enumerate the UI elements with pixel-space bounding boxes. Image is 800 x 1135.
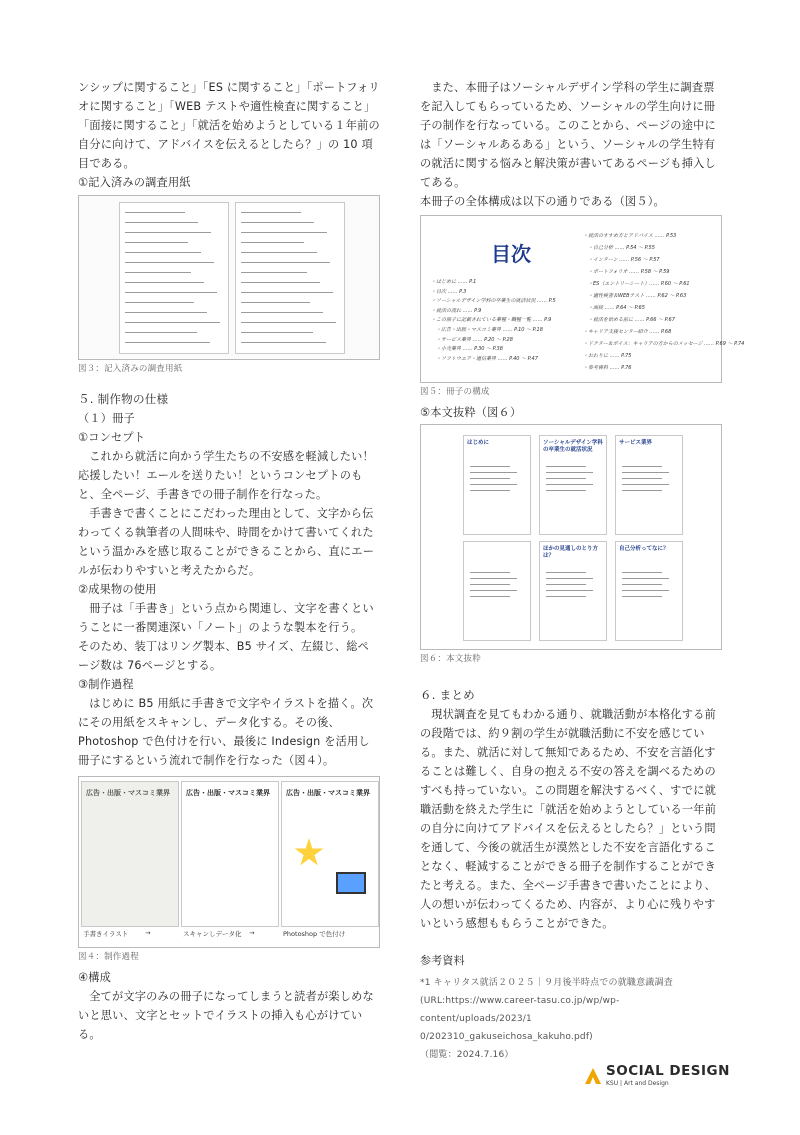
handwriting-line — [241, 342, 326, 343]
step-photoshop: Photoshop で色付け — [283, 930, 346, 938]
left-column — [78, 78, 380, 1044]
text-line — [546, 596, 586, 597]
section5-title: ５. 制作物の仕様 — [78, 392, 169, 406]
logo-mark-icon — [582, 1064, 604, 1086]
excerpt-page — [615, 541, 683, 641]
handwriting-line — [241, 312, 323, 313]
excerpt-page-title: サービス業界 — [619, 440, 653, 446]
text-line — [622, 572, 662, 573]
logo-name: SOCIAL DESIGN — [606, 1063, 730, 1079]
process-page-title-2: 広告・出版・マスコミ業界 — [186, 789, 270, 797]
text-line — [622, 484, 669, 485]
toc-entry: ・就活のすすめ方とアドバイス …… P.53 — [583, 233, 677, 239]
reference-1: *1 キャリタス就活２０２５｜９月後半時点での就職意識調査 — [420, 978, 673, 988]
text-line — [622, 590, 669, 591]
excerpt-page — [463, 435, 531, 535]
step-handdrawn: 手書きイラスト — [83, 930, 129, 938]
logo-subtitle: KSU | Art and Design — [606, 1080, 669, 1087]
toc-entry: ・サービス業界 …… P.20 〜 P.28 — [431, 336, 513, 343]
reference-access-date: （閲覧：2024.7.16） — [420, 1050, 514, 1060]
text-line — [470, 578, 517, 579]
text-line — [622, 490, 662, 491]
handwriting-line — [125, 222, 198, 223]
excerpt-page-title: はじめに — [467, 440, 490, 446]
usage-paragraph-2: そのため、装丁はリング製本、B5 サイズ、左綴じ、総ページ数は 76ページとする。 — [78, 640, 370, 672]
step-scan: スキャンしデータ化 — [183, 930, 242, 938]
toc-entry: ・ポートフォリオ …… P.58 〜 P.59 — [583, 269, 670, 275]
right-paragraph-2: 本冊子の全体構成は以下の通りである（図５）。 — [420, 195, 665, 208]
toc-entry: ・この冊子に記載されている業種・職種一覧 …… P.9 — [431, 317, 552, 324]
process-page-title-1: 広告・出版・マスコミ業界 — [86, 789, 170, 797]
handwriting-line — [125, 282, 204, 283]
toc-entry: ・広告・出版・マスコミ業界 …… P.10 〜 P.18 — [431, 326, 543, 333]
toc-entry: ・目次 …… P.3 — [431, 288, 467, 295]
toc-entry: ・ソーシャルデザイン学科の卒業生の就活状況 …… P.5 — [431, 298, 556, 305]
concept-paragraph-1: これから就活に向かう学生たちの不安感を軽減したい！応援したい！エールを送りたい！というコンセプトのもと、全ページ、手書きでの冊子制作を行なった。 — [78, 450, 374, 501]
text-line — [546, 478, 586, 479]
text-line — [622, 472, 669, 473]
handwriting-line — [125, 302, 194, 303]
section6-title: ６. まとめ — [420, 688, 475, 702]
text-line — [470, 596, 510, 597]
reference-url-1: (URL:https://www.career-tasu.co.jp/wp/wp-content/uploads/2023/1 — [420, 996, 620, 1024]
handwriting-line — [241, 212, 301, 213]
toc-entry: ・面接 …… P.64 〜 P.65 — [583, 305, 645, 311]
process-page-colored — [281, 781, 379, 927]
text-line — [470, 466, 510, 467]
excerpt-page-title — [464, 542, 530, 550]
text-line — [622, 584, 662, 585]
fig6-excerpt-image — [420, 424, 722, 650]
excerpt-page — [463, 541, 531, 641]
handwriting-line — [125, 242, 188, 243]
handwriting-line — [125, 312, 207, 313]
text-line — [546, 490, 586, 491]
toc-entry: ・自己分析 …… P.54 〜 P.55 — [583, 245, 655, 251]
handwriting-line — [241, 322, 336, 323]
process-paragraph: はじめに B5 用紙に手書きで文字やイラストを描く。次にその用紙をスキャンし、データ化する。その後、Photoshop で色付けを行い、最後に Indesign を活用し冊子にするという流れで制作を行なった（図４）。 — [78, 697, 374, 767]
text-line — [546, 484, 593, 485]
excerpt-page — [615, 435, 683, 535]
handwriting-line — [241, 242, 304, 243]
text-line — [546, 590, 593, 591]
fig4-caption: 図４：制作過程 — [78, 952, 139, 962]
handwriting-line — [125, 232, 211, 233]
handwriting-line — [241, 252, 317, 253]
text-line — [470, 484, 517, 485]
text-line — [622, 466, 662, 467]
toc-entry: ・キャリア支援センター紹介 …… P.68 — [583, 329, 672, 335]
toc-entry: ・適性検査＆WEBテスト …… P.62 〜 P.63 — [583, 293, 687, 299]
toc-entry: ・おわりに …… P.75 — [583, 353, 632, 359]
text-line — [622, 578, 669, 579]
handwriting-line — [125, 322, 220, 323]
right-paragraph-1: また、本冊子はソーシャルデザイン学科の学生に調査票を記入してもらっているため、ソーシャルの学生向けに冊子の制作を行なっている。このことから、ページの途中には「ソーシャルあるある」という、ソーシャルの学生特有の就活に関する悩みと解決策が書いてあるページも挿入してある。 — [420, 81, 716, 189]
section5-subtitle: （１）冊子 — [78, 412, 135, 425]
process-page-scanned — [181, 781, 279, 927]
process-title: ③制作過程 — [78, 678, 134, 691]
handwriting-line — [241, 272, 307, 273]
text-line — [546, 472, 593, 473]
toc-entry: ・インターン …… P.56 〜 P.57 — [583, 257, 660, 263]
handwriting-line — [125, 212, 185, 213]
handwriting-line — [241, 282, 320, 283]
handwriting-line — [125, 342, 210, 343]
toc-entry: ・ソフトウエア・通信業界 …… P.40 〜 P.47 — [431, 355, 538, 362]
fig5-toc-image — [420, 215, 745, 383]
fig6-label: ⑤本文抜粋（図６） — [420, 406, 522, 419]
toc-entry: ・ES（エントリーシート）…… P.60 〜 P.61 — [583, 281, 690, 287]
fig6-caption: 図６：本文抜粋 — [420, 654, 481, 664]
excerpt-page — [539, 435, 607, 535]
text-line — [546, 572, 586, 573]
toc-entry: ・小売業界 …… P.30 〜 P.38 — [431, 346, 503, 353]
step-arrow-1: → — [145, 929, 151, 937]
text-line — [470, 490, 510, 491]
computer-illustration — [336, 872, 366, 894]
fig4-process-image — [78, 776, 380, 948]
fig3-caption: 図３：記入済みの調査用紙 — [78, 364, 183, 374]
structure-paragraph: 全てが文字のみの冊子になってしまうと読者が楽しめないと思い、文字とセットでイラストの挿入も心がけている。 — [78, 990, 374, 1041]
section6-paragraph: 現状調査を見てもわかる通り、就職活動が本格化する前の段階では、約９割の学生が就職活動に不安を感じている。また、就活に対して無知であるため、不安を言語化することは難しく、自身の抱える不安の答えを調べるためのすべも持っていない。この問題を解決するべく、すでに就職活動を終えた学生に「就活を始めようとしている一年前の自分に向けてアドバイスを伝えるとしたら？」という問を通して、今後の就活生が漠然とした不安を言語化することなく、軽減することができる冊子を制作することができたと考える。また、全ページ手書きで書いたことにより、人の想いが伝わってくるため、内容が、より心に残りやすいという感想ももらうことができた。 — [420, 708, 717, 930]
handwriting-line — [241, 292, 333, 293]
star-character-illustration — [294, 838, 324, 868]
handwriting-line — [241, 262, 330, 263]
text-line — [622, 596, 662, 597]
toc-right-list — [583, 230, 745, 374]
usage-paragraph-1: 冊子は「手書き」という点から関連し、文字を書くということに一番関連深い「ノート」のような製本を行う。 — [78, 602, 374, 634]
toc-title: 目次 — [491, 242, 531, 266]
text-line — [470, 478, 510, 479]
toc-entry: ・はじめに …… P.1 — [431, 279, 477, 285]
right-column — [420, 78, 745, 1064]
handwriting-line — [125, 252, 201, 253]
text-line — [546, 578, 593, 579]
concept-title: ①コンセプト — [78, 431, 146, 444]
text-line — [470, 584, 510, 585]
intro-paragraph: ンシップに関すること」「ES に関すること」「ポートフォリオに関すること」「WEB テストや適性検査に関すること」「面接に関すること」「就活を始めようとしている１年前の自分に向けて、アドバイスを伝えるとしたら？」の 10 項目である。 — [78, 81, 380, 170]
excerpt-page-title: 自己分析ってなに？ — [619, 546, 669, 552]
handwriting-line — [241, 302, 310, 303]
toc-entry: ・ドクター＆ボイス：キャリアの方からのメッセージ …… P.69 〜 P.74 — [583, 341, 745, 347]
text-line — [622, 478, 662, 479]
text-line — [546, 584, 586, 585]
reference-url-2: 0/202310_gakuseichosa_kakuho.pdf) — [420, 1032, 593, 1042]
toc-entry: ・就活の流れ …… P.9 — [431, 307, 482, 314]
text-line — [470, 590, 517, 591]
toc-left-list — [431, 278, 579, 364]
process-page-handdrawn — [81, 781, 179, 927]
social-design-logo — [582, 1060, 732, 1090]
handwriting-line — [241, 332, 313, 333]
fig3-label: ①記入済みの調査用紙 — [78, 176, 191, 189]
handwriting-line — [125, 332, 197, 333]
text-line — [470, 472, 517, 473]
fig3-survey-image — [78, 195, 380, 360]
toc-entry: ・就活を始める前に …… P.66 〜 P.67 — [583, 317, 675, 323]
handwriting-line — [125, 262, 214, 263]
references-title: 参考資料 — [420, 954, 465, 967]
usage-title: ②成果物の使用 — [78, 583, 157, 596]
process-page-title-3: 広告・出版・マスコミ業界 — [286, 789, 370, 797]
fig5-caption: 図５：冊子の構成 — [420, 387, 490, 397]
excerpt-page-title: ソーシャルデザイン学科の卒業生の就活状況 — [543, 440, 603, 453]
handwriting-line — [125, 292, 217, 293]
handwriting-line — [241, 222, 314, 223]
step-arrow-2: → — [249, 929, 255, 937]
toc-entry: ・参考資料 …… P.76 — [583, 365, 632, 371]
excerpt-page-title: ほかの見通しのとり方は？ — [543, 546, 599, 559]
concept-paragraph-2: 手書きで書くことにこだわった理由として、文字から伝わってくる執筆者の人間味や、時間をかけて書いてくれたという温かみを感じ取ることができることから、直にエールが伝わりやすいと考えたからだ。 — [78, 507, 375, 577]
structure-title: ④構成 — [78, 971, 112, 984]
excerpt-page — [539, 541, 607, 641]
text-line — [546, 466, 586, 467]
handwriting-line — [125, 272, 191, 273]
handwriting-line — [241, 232, 327, 233]
text-line — [470, 572, 510, 573]
